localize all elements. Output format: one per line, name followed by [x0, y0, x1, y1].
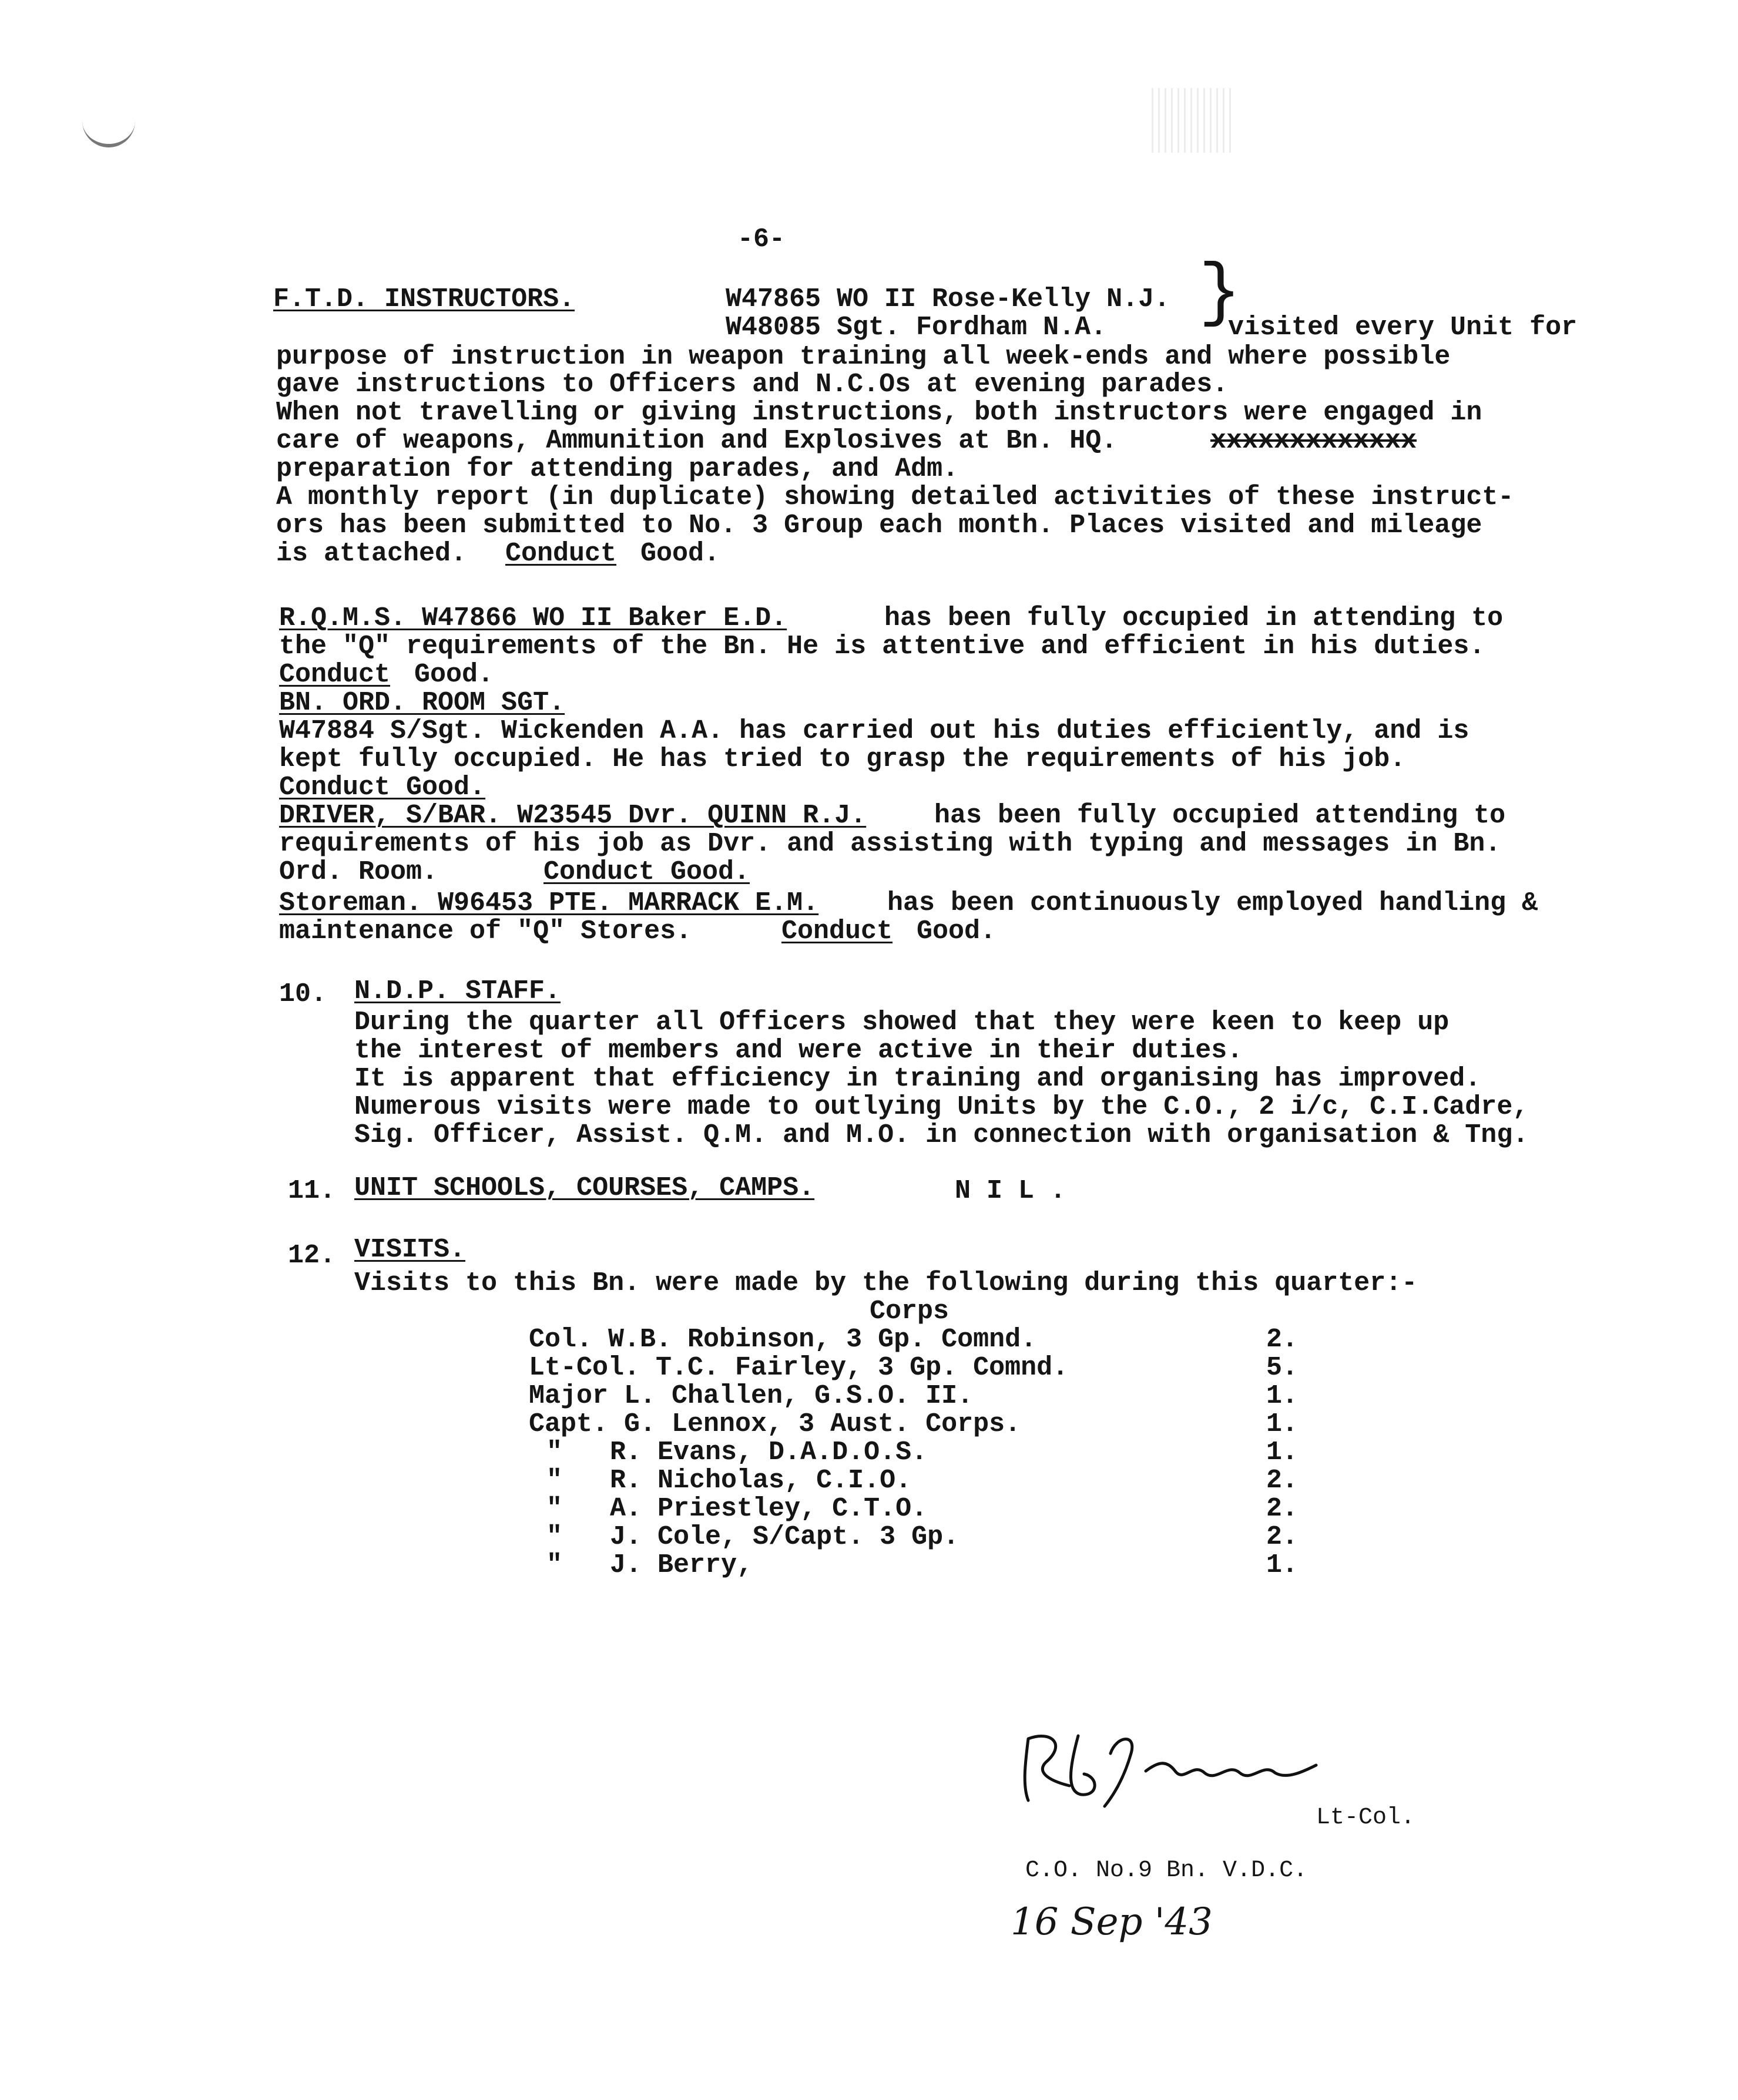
page-number: -6-	[737, 224, 786, 254]
ftd-line: purpose of instruction in weapon training all week-ends and where possible	[276, 342, 1451, 372]
section-12-heading: VISITS.	[354, 1235, 466, 1265]
visit-name: " J. Cole, S/Capt. 3 Gp.	[546, 1522, 959, 1552]
rqms-line: has been fully occupied in attending to	[884, 603, 1504, 633]
ord-room-heading: BN. ORD. ROOM SGT.	[279, 688, 565, 718]
driver-conduct: Conduct Good.	[543, 857, 750, 887]
ftd-line: When not travelling or giving instructions, both instructors were engaged in	[276, 398, 1482, 428]
visit-name: " R. Evans, D.A.D.O.S.	[546, 1437, 928, 1467]
rqms-conduct-value: Good.	[414, 660, 494, 690]
section-11-value: N I L .	[955, 1176, 1066, 1206]
ftd-struck-text: xxxxxxxxxxxxx	[1210, 426, 1417, 456]
scan-specks	[1152, 88, 1234, 153]
driver-line: has been fully occupied attending to	[934, 801, 1506, 831]
storeman-heading: Storeman. W96453 PTE. MARRACK E.M.	[279, 888, 819, 918]
visit-name: " J. Berry,	[546, 1550, 753, 1580]
visit-name: " A. Priestley, C.T.O.	[546, 1494, 928, 1524]
visit-count: 2.	[1266, 1325, 1299, 1355]
visit-name: Capt. G. Lennox, 3 Aust. Corps.	[529, 1409, 1021, 1439]
visit-name: " R. Nicholas, C.I.O.	[546, 1466, 912, 1496]
ord-room-line: W47884 S/Sgt. Wickenden A.A. has carried out his duties efficiently, and is	[279, 716, 1469, 746]
section-10-heading: N.D.P. STAFF.	[354, 976, 561, 1006]
visit-count: 2.	[1266, 1522, 1299, 1552]
visit-name: Major L. Challen, G.S.O. II.	[529, 1381, 974, 1411]
storeman-line: has been continuously employed handling &	[887, 888, 1538, 918]
ord-room-conduct: Conduct Good.	[279, 772, 486, 802]
storeman-conduct-value: Good.	[917, 916, 997, 946]
ftd-line: care of weapons, Ammunition and Explosives at Bn. HQ.	[276, 426, 1118, 456]
storeman-conduct-label: Conduct	[781, 916, 893, 946]
section-10-line: It is apparent that efficiency in training and organising has improved.	[354, 1064, 1481, 1094]
storeman-line: maintenance of "Q" Stores.	[279, 916, 692, 946]
driver-line: requirements of his job as Dvr. and assisting with typing and messages in Bn.	[279, 829, 1501, 859]
section-10-line: During the quarter all Officers showed that they were keen to keep up	[354, 1007, 1450, 1037]
ftd-instructor-1: W47865 WO II Rose-Kelly N.J.	[726, 284, 1170, 314]
corps-header: Corps	[870, 1296, 949, 1326]
ftd-line: gave instructions to Officers and N.C.Os at evening parades.	[276, 369, 1229, 399]
section-11-heading: UNIT SCHOOLS, COURSES, CAMPS.	[354, 1173, 815, 1203]
ftd-visited: visited every Unit for	[1228, 313, 1578, 342]
driver-heading: DRIVER, S/BAR. W23545 Dvr. QUINN R.J.	[279, 801, 867, 831]
rqms-line: the "Q" requirements of the Bn. He is attentive and efficient in his duties.	[279, 631, 1485, 661]
handwritten-date: 16 Sep '43	[1011, 1900, 1213, 1944]
brace-mark: }	[1199, 254, 1242, 334]
section-12-intro: Visits to this Bn. were made by the following during this quarter:-	[354, 1268, 1418, 1298]
section-11-number: 11.	[288, 1176, 336, 1206]
ftd-conduct-value: Good.	[640, 539, 720, 569]
visit-count: 1.	[1266, 1409, 1299, 1439]
smudge-mark	[82, 112, 135, 147]
visit-count: 2.	[1266, 1466, 1299, 1496]
visit-count: 1.	[1266, 1437, 1299, 1467]
signature-scrawl	[1011, 1727, 1340, 1809]
visit-name: Col. W.B. Robinson, 3 Gp. Comnd.	[529, 1325, 1037, 1355]
visit-count: 2.	[1266, 1494, 1299, 1524]
ftd-line: ors has been submitted to No. 3 Group each month. Places visited and mileage	[276, 510, 1482, 540]
ftd-instructor-2: W48085 Sgt. Fordham N.A.	[726, 313, 1107, 342]
section-10-line: the interest of members and were active in their duties.	[354, 1036, 1243, 1066]
visit-name: Lt-Col. T.C. Fairley, 3 Gp. Comnd.	[529, 1353, 1069, 1383]
rqms-conduct-label: Conduct	[279, 660, 391, 690]
ftd-line: preparation for attending parades, and Adm.	[276, 454, 959, 484]
driver-line: Ord. Room.	[279, 857, 438, 887]
ftd-conduct-label: Conduct	[505, 539, 617, 569]
section-10-line: Numerous visits were made to outlying Units by the C.O., 2 i/c, C.I.Cadre,	[354, 1092, 1529, 1122]
ftd-line: A monthly report (in duplicate) showing detailed activities of these instruct-	[276, 482, 1514, 512]
visit-count: 1.	[1266, 1381, 1299, 1411]
ord-room-line: kept fully occupied. He has tried to grasp the requirements of his job.	[279, 744, 1406, 774]
signature-title: C.O. No.9 Bn. V.D.C.	[1025, 1857, 1308, 1884]
section-12-number: 12.	[288, 1241, 336, 1271]
visit-count: 1.	[1266, 1550, 1299, 1580]
rqms-heading: R.Q.M.S. W47866 WO II Baker E.D.	[279, 603, 787, 633]
visit-count: 5.	[1266, 1353, 1299, 1383]
section-10-number: 10.	[279, 979, 327, 1009]
signature-rank: Lt-Col.	[1316, 1805, 1415, 1831]
ftd-heading: F.T.D. INSTRUCTORS.	[273, 284, 575, 314]
section-10-line: Sig. Officer, Assist. Q.M. and M.O. in connection with organisation & Tng.	[354, 1120, 1529, 1150]
ftd-line: is attached.	[276, 539, 467, 569]
